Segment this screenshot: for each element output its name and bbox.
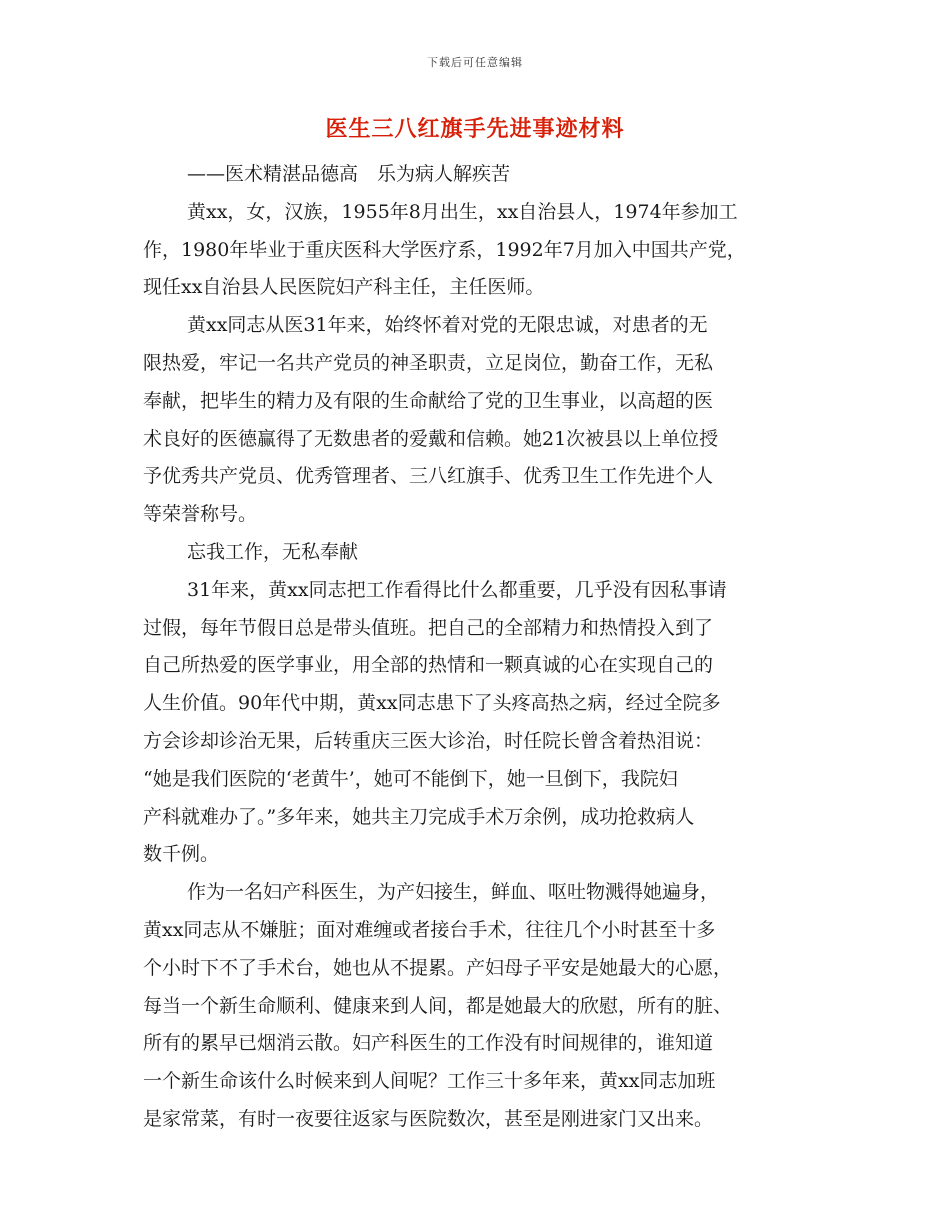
document-title: 医生三八红旗手先进事迹材料: [325, 116, 625, 142]
text-line: 方会诊却诊治无果，后转重庆三医大诊治，时任院长曾含着热泪说：: [143, 729, 714, 752]
header-note: 下载后可任意编辑: [427, 56, 523, 69]
text-line: 自己所热爱的医学事业，用全部的热情和一颗真诚的心在实现自己的: [143, 654, 714, 677]
text-line: 现任xx自治县人民医院妇产科主任，主任医师。: [143, 276, 545, 299]
text-line: 人生价值。90年代中期，黄xx同志患下了头疼高热之病，经过全院多: [143, 692, 721, 715]
document-subtitle: ——医术精湛品德高 乐为病人解疾苦: [187, 163, 511, 185]
text-line: 等荣誉称号。: [143, 503, 258, 526]
text-line: 所有的累早已烟消云散。妇产科医生的工作没有时间规律的，谁知道: [143, 1032, 714, 1055]
text-line: 过假，每年节假日总是带头值班。把自己的全部精力和热情投入到了: [143, 616, 714, 639]
text-line: 限热爱，牢记一名共产党员的神圣职责，立足岗位，勤奋工作，无私: [143, 351, 714, 374]
text-line: 是家常菜，有时一夜要往返家与医院数次，甚至是刚进家门又出来。: [143, 1107, 714, 1130]
text-line: 黄xx同志从不嫌脏；面对难缠或者接台手术，往往几个小时甚至十多: [143, 918, 716, 941]
text-line: 奉献，把毕生的精力及有限的生命献给了党的卫生事业，以高超的医: [143, 389, 714, 412]
text-line: 作为一名妇产科医生，为产妇接生，鲜血、呕吐物溅得她遍身，: [187, 881, 720, 904]
section-heading: 忘我工作，无私奉献: [187, 540, 359, 563]
text-line: 31年来，黄xx同志把工作看得比什么都重要，几乎没有因私事请: [187, 578, 727, 601]
text-line: 术良好的医德赢得了无数患者的爱戴和信赖。她21次被县以上单位授: [143, 427, 719, 450]
text-line: 黄xx同志从医31年来，始终怀着对党的无限忠诚，对患者的无: [187, 314, 708, 337]
document-body: [143, 156, 811, 1139]
text-line: 予优秀共产党员、优秀管理者、三八红旗手、优秀卫生工作先进个人: [143, 465, 714, 488]
text-line: 每当一个新生命顺利、健康来到人间，都是她最大的欣慰，所有的脏、: [143, 994, 733, 1017]
text-line: “她是我们医院的‘老黄牛’，她可不能倒下，她一旦倒下，我院妇: [143, 767, 678, 790]
text-line: 黄xx，女，汉族，1955年8月出生，xx自治县人，1974年参加工: [187, 200, 738, 223]
text-line: 作，1980年毕业于重庆医科大学医疗系，1992年7月加入中国共产党，: [143, 238, 746, 261]
text-line: 数千例。: [143, 843, 220, 866]
text-line: 个小时下不了手术台，她也从不提累。产妇母子平安是她最大的心愿，: [143, 956, 733, 979]
text-line: 产科就难办了。”多年来，她共主刀完成手术万余例，成功抢救病人: [143, 805, 695, 828]
text-line: 一个新生命该什么时候来到人间呢？工作三十多年来，黄xx同志加班: [143, 1070, 716, 1093]
